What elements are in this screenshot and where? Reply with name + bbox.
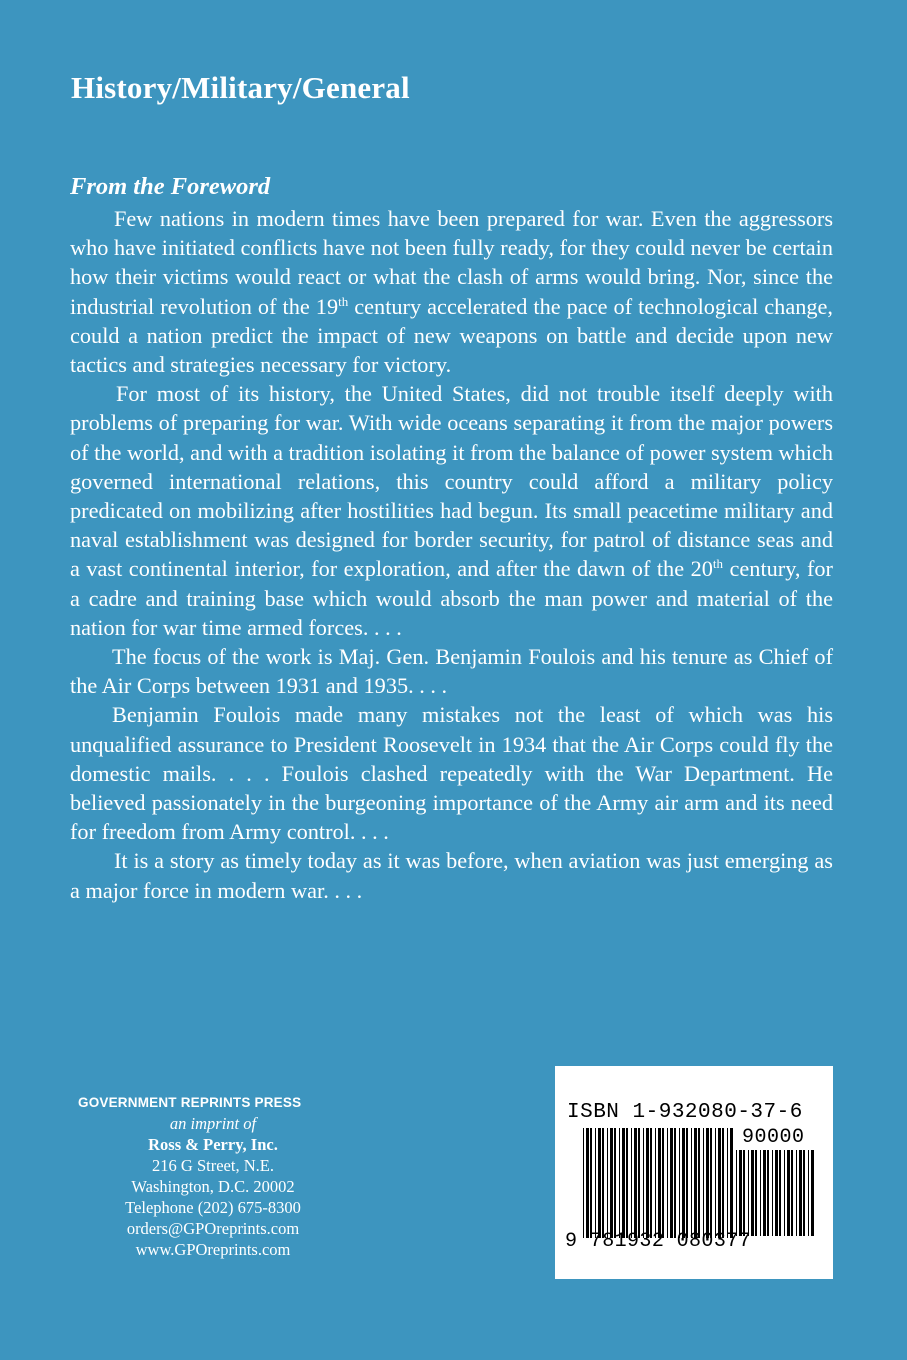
publisher-block xyxy=(78,1092,348,1260)
foreword-heading: From the Foreword xyxy=(70,173,271,200)
publisher-email: orders@GPOreprints.com xyxy=(126,1219,300,1238)
publisher-street: 216 G Street, N.E. xyxy=(152,1156,274,1175)
publisher-city: Washington, D.C. 20002 xyxy=(131,1177,295,1196)
barcode-box xyxy=(555,1066,833,1279)
foreword-paragraph-1: Few nations in modern times have been prepared for war. Even the aggressors who have initiated conflicts have not been fully ready, for they could never be certain how their victims would react or what the clash of arms would bring. Nor, since the industrial revolution of the 19th century accelerated the pace of technological change, could a nation predict the impact of new weapons on battle and decide upon new tactics and strategies necessary for victory. xyxy=(70,206,833,378)
isbn-text: ISBN 1-932080-37-6 xyxy=(567,1101,803,1124)
publisher-imprint: an imprint of xyxy=(169,1114,257,1133)
publisher-company: Ross & Perry, Inc. xyxy=(148,1135,278,1154)
foreword-paragraph-5: It is a story as timely today as it was before, when aviation was just emerging as a major force in modern war. . . . xyxy=(70,848,833,903)
publisher-name: GOVERNMENT REPRINTS PRESS xyxy=(78,1095,302,1110)
ean-barcode-icon xyxy=(583,1128,733,1238)
category-label: History/Military/General xyxy=(71,70,410,105)
foreword-section xyxy=(70,170,833,905)
price-code-text: 90000 xyxy=(742,1126,805,1149)
foreword-paragraph-3: The focus of the work is Maj. Gen. Benjamin Foulois and his tenure as Chief of the Air Corps between 1931 and 1935. . . . xyxy=(70,644,833,699)
foreword-paragraph-4: Benjamin Foulois made many mistakes not the least of which was his unqualified assurance to President Roosevelt in 1934 that the Air Corps could fly the domestic mails. . . . Foulois clashed repeatedly with the War Department. He believed passionately in the burgeoning importance of the Army air arm and its need for freedom from Army control. . . . xyxy=(70,702,833,845)
foreword-paragraph-2: For most of its history, the United States, did not trouble itself deeply with problems of preparing for war. With wide oceans separating it from the major powers of the world, and with a tradition isolating it from the balance of power system which governed international relations, this country could afford a military policy predicated on mobilizing after hostilities had begun. Its small peacetime military and naval establishment was designed for border security, for patrol of distance seas and a vast continental interior, for exploration, and after the dawn of the 20th century, for a cadre and training base which would absorb the man power and material of the nation for war time armed forces. . . . xyxy=(70,381,833,640)
publisher-phone: Telephone (202) 675-8300 xyxy=(125,1198,301,1217)
ean-digits-text: 9 781932 080377 xyxy=(565,1230,752,1253)
publisher-website: www.GPOreprints.com xyxy=(135,1240,291,1259)
price-barcode-icon xyxy=(736,1150,816,1236)
